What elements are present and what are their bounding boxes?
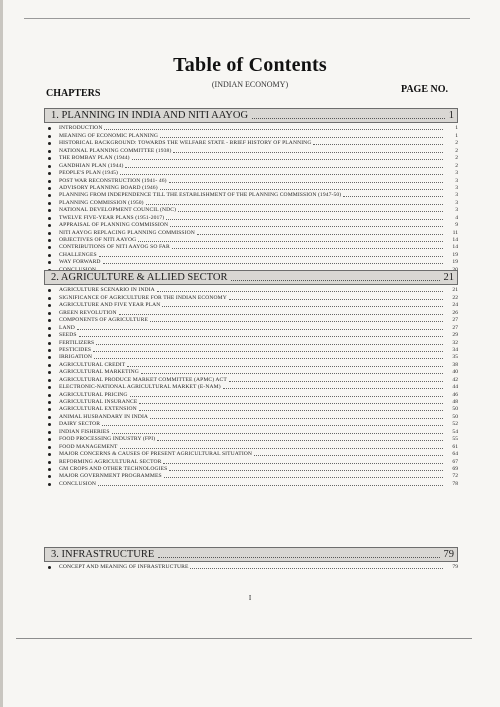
toc-entry-page: 61 [452, 443, 458, 450]
bullet-icon [48, 127, 51, 130]
section-heading[interactable] [44, 547, 458, 562]
bullet-icon [48, 254, 51, 257]
dot-leader [119, 314, 443, 315]
toc-entry[interactable] [44, 317, 458, 324]
toc-entry-label: OBJECTIVES OF NITI AAYOG [59, 237, 137, 243]
dot-leader [132, 159, 443, 160]
toc-entry-label: MEANING OF ECONOMIC PLANNING [59, 132, 158, 139]
toc-entry-page: 72 [452, 473, 458, 480]
bullet-icon [48, 289, 51, 292]
toc-entry[interactable] [44, 140, 458, 147]
toc-entry-label: MAJOR CONCERNS & CAUSES OF PRESENT AGRICULTURAL SITUATION [59, 451, 253, 458]
toc-entry-label: NITI AAYOG REPLACING PLANNING COMMISSION [59, 229, 195, 236]
dot-leader [164, 477, 443, 478]
toc-entry-label: SEEDS [59, 332, 77, 339]
toc-entry-label: PEOPLE'S PLAN (1945) [59, 170, 118, 177]
toc-entry-label: MAJOR GOVERNMENT PROGRAMMES [59, 473, 162, 480]
toc-entry[interactable] [44, 369, 458, 376]
section-title: 1. PLANNING IN INDIA AND NITI AAYOG [51, 110, 249, 121]
dot-leader [77, 329, 443, 330]
toc-entry-page: 4 [455, 214, 458, 221]
toc-entry-page: 19 [452, 251, 458, 258]
toc-entry[interactable] [44, 347, 458, 354]
dot-leader [96, 344, 443, 345]
bullet-icon [48, 239, 51, 242]
bullet-icon [48, 209, 51, 212]
dot-leader [163, 463, 443, 464]
toc-entry[interactable] [44, 361, 458, 368]
toc-entry-page: 55 [452, 436, 458, 443]
toc-entry-label: CONCEPT AND MEANING OF INFRASTRUCTURE [59, 564, 189, 571]
toc-entry-label: AGRICULTURAL MARKETING [59, 369, 139, 376]
toc-entry-page: 35 [452, 354, 458, 361]
toc-entry[interactable] [44, 391, 458, 398]
section-agriculture [44, 270, 458, 488]
bullet-icon [48, 217, 51, 220]
toc-entry-page: 1 [455, 132, 458, 139]
toc-entry-label: HISTORICAL BACKGROUND: TOWARDS THE WELFARE STATE - BRIEF HISTORY OF PLANNING [59, 140, 312, 147]
bullet-icon [48, 246, 51, 249]
dot-leader [190, 568, 443, 569]
toc-entry-label: FOOD MANAGEMENT [59, 443, 118, 450]
toc-entry-label: AGRICULTURAL CREDIT [59, 361, 126, 368]
toc-entry-label: THE BOMBAY PLAN (1944) [59, 155, 130, 162]
toc-entry-page: 11 [452, 229, 458, 236]
toc-entry-page: 9 [455, 222, 458, 229]
toc-entry-page: 22 [452, 294, 458, 301]
toc-entry-label: WAY FORWARD [59, 259, 101, 266]
toc-entry-page: 24 [452, 302, 458, 309]
toc-entry[interactable] [44, 399, 458, 406]
toc-entry-label: PESTICIDES [59, 346, 92, 353]
dot-leader [130, 396, 443, 397]
toc-entry-page: 52 [452, 421, 458, 428]
dot-leader [99, 256, 443, 257]
toc-entry-page: 3 [455, 184, 458, 191]
bullet-icon [48, 135, 51, 138]
toc-list [44, 564, 458, 571]
section-planning [44, 108, 458, 274]
toc-entry-page: 14 [452, 237, 458, 243]
dot-leader [170, 226, 443, 227]
dot-leader [120, 448, 443, 449]
bullet-icon [48, 172, 51, 175]
toc-entry-page: 50 [452, 406, 458, 413]
section-page-number: 79 [443, 549, 454, 560]
toc-entry-page: 44 [452, 384, 458, 391]
toc-entry-label: INTRODUCTION [59, 125, 103, 132]
bullet-icon [48, 150, 51, 153]
toc-entry-label: CONCLUSION [59, 480, 97, 487]
toc-entry[interactable] [44, 428, 458, 435]
bullet-icon [48, 431, 51, 434]
bullet-icon [48, 371, 51, 374]
bullet-icon [48, 297, 51, 300]
toc-entry-label: CHALLENGES [59, 251, 97, 258]
bullet-icon [48, 261, 51, 264]
toc-entry-page: 21 [452, 287, 458, 294]
dot-leader [158, 556, 439, 558]
toc-entry-label: INDIAN FISHERIES [59, 428, 110, 435]
toc-entry-label: DAIRY SECTOR [59, 421, 101, 428]
section-infrastructure [44, 547, 458, 571]
bullet-icon [48, 468, 51, 471]
bullet-icon [48, 461, 51, 464]
dot-leader [150, 321, 443, 322]
toc-entry-page: 67 [452, 458, 458, 465]
bullet-icon [48, 180, 51, 183]
dot-leader [160, 137, 443, 138]
toc-entry[interactable] [44, 287, 458, 294]
dot-leader [94, 358, 443, 359]
dot-leader [120, 174, 443, 175]
toc-entry[interactable] [44, 406, 458, 413]
toc-entry-page: 78 [452, 480, 458, 487]
top-rule [24, 18, 470, 19]
toc-entry-label: AGRICULTURE AND FIVE YEAR PLAN [59, 302, 161, 309]
toc-entry[interactable] [44, 339, 458, 346]
dot-leader [112, 433, 443, 434]
section-title: 2. AGRICULTURE & ALLIED SECTOR [51, 272, 228, 283]
toc-entry-page: 79 [452, 564, 458, 571]
dot-leader [178, 211, 443, 212]
bullet-icon [48, 483, 51, 486]
toc-entry-page: 42 [452, 376, 458, 383]
page-title: Table of Contents [173, 54, 327, 76]
bullet-icon [48, 438, 51, 441]
bullet-icon [48, 379, 51, 382]
toc-entry[interactable] [44, 480, 458, 487]
bullet-icon [48, 224, 51, 227]
bullet-icon [48, 342, 51, 345]
bullet-icon [48, 394, 51, 397]
bullet-icon [48, 319, 51, 322]
dot-leader [197, 234, 443, 235]
toc-entry[interactable] [44, 324, 458, 331]
toc-entry[interactable] [44, 458, 458, 465]
chapters-header: CHAPTERS [46, 88, 101, 99]
dot-leader [93, 351, 443, 352]
toc-entry-page: 2 [455, 162, 458, 169]
dot-leader [79, 336, 443, 337]
toc-entry-page: 3 [455, 199, 458, 206]
toc-entry-page: 3 [455, 177, 458, 184]
dot-leader [172, 248, 443, 249]
toc-entry-label: GREEN REVOLUTION [59, 309, 117, 316]
toc-entry-label: GM CROPS AND OTHER TECHNOLOGIES [59, 465, 168, 472]
page-number: I [248, 594, 252, 602]
toc-entry[interactable] [44, 332, 458, 339]
bullet-icon [48, 312, 51, 315]
toc-entry-label: SIGNIFICANCE OF AGRICULTURE FOR THE INDIAN ECONOMY [59, 294, 227, 301]
toc-list [44, 125, 458, 274]
toc-entry-page: 19 [452, 259, 458, 266]
toc-entry-label: AGRICULTURAL INSURANCE [59, 399, 138, 405]
toc-entry-page: 54 [452, 428, 458, 435]
toc-entry-label: NATIONAL DEVELOPMENT COUNCIL (NDC) [59, 207, 177, 214]
bullet-icon [48, 408, 51, 411]
section-page-number: 21 [443, 272, 454, 283]
toc-list [44, 287, 458, 488]
toc-entry[interactable] [44, 170, 458, 177]
toc-entry-page: 40 [452, 369, 458, 376]
dot-leader [169, 182, 443, 183]
bullet-icon [48, 304, 51, 307]
toc-entry-page: 3 [455, 170, 458, 177]
toc-entry-page: 2 [455, 147, 458, 154]
section-page-number: 1 [448, 110, 454, 121]
dot-leader [146, 204, 443, 205]
toc-entry[interactable] [44, 155, 458, 162]
toc-entry-page: 27 [452, 324, 458, 331]
toc-entry[interactable] [44, 564, 458, 571]
section-heading[interactable] [44, 270, 458, 285]
dot-leader [104, 129, 443, 130]
toc-entry[interactable] [44, 229, 458, 236]
toc-entry[interactable] [44, 207, 458, 214]
toc-entry-page: 3 [455, 192, 458, 199]
toc-entry-label: AGRICULTURE SCENARIO IN INDIA [59, 287, 155, 294]
toc-entry-label: PLANNING COMMISSION (1950) [59, 199, 144, 206]
toc-entry-label: PLANNING FROM INDEPENDENCE TILL THE ESTABLISHMENT OF THE PLANNING COMMISSION (1947-50) [59, 192, 342, 199]
dot-leader [125, 167, 443, 168]
toc-entry[interactable] [44, 185, 458, 192]
toc-entry-label: COMPONENTS OF AGRICULTURE [59, 317, 149, 324]
toc-entry-label: FOOD PROCESSING INDUSTRY (FPI) [59, 436, 156, 443]
toc-entry-label: CONTRIBUTIONS OF NITI AAYOG SO FAR [59, 244, 170, 251]
toc-entry-page: 2 [455, 140, 458, 147]
toc-entry-label: REFORMING AGRICULTURAL SECTOR [59, 458, 162, 465]
bullet-icon [48, 334, 51, 337]
dot-leader [141, 373, 443, 374]
bullet-icon [48, 202, 51, 205]
toc-entry[interactable] [44, 309, 458, 316]
dot-leader [231, 279, 439, 281]
dot-leader [150, 418, 443, 419]
toc-entry-label: ADVISORY PLANNING BOARD (1946) [59, 184, 158, 191]
dot-leader [98, 485, 443, 486]
dot-leader [102, 425, 443, 426]
dot-leader [169, 470, 443, 471]
dot-leader [229, 299, 443, 300]
toc-entry-page: 50 [452, 413, 458, 420]
dot-leader [173, 152, 443, 153]
bullet-icon [48, 453, 51, 456]
bullet-icon [48, 232, 51, 235]
toc-entry[interactable] [44, 473, 458, 480]
toc-entry-label: IRRIGATION [59, 354, 93, 361]
toc-entry[interactable] [44, 192, 458, 199]
dot-leader [157, 440, 443, 441]
bullet-icon [48, 349, 51, 352]
bullet-icon [48, 423, 51, 426]
toc-entry-label: APPRAISAL OF PLANNING COMMISSION [59, 222, 169, 229]
toc-entry-label: LAND [59, 324, 75, 331]
toc-entry-label: ELECTRONIC-NATIONAL AGRICULTURAL MARKET (E-NAM) [59, 384, 221, 391]
bullet-icon [48, 327, 51, 330]
toc-entry-label: AGRICULTURAL PRICING [59, 391, 128, 398]
dot-leader [157, 291, 443, 292]
toc-entry-label: POST WAR RECONSTRUCTION (1941- 46) [59, 177, 167, 184]
bullet-icon [48, 194, 51, 197]
toc-entry[interactable] [44, 177, 458, 184]
dot-leader [162, 306, 443, 307]
dot-leader [138, 241, 443, 242]
toc-entry-page: 1 [455, 125, 458, 132]
dot-leader [103, 263, 443, 264]
bottom-rule [16, 638, 472, 639]
toc-entry[interactable] [44, 259, 458, 266]
toc-entry-page: 32 [452, 339, 458, 346]
section-title: 3. INFRASTRUCTURE [51, 549, 155, 560]
toc-entry-page: 3 [455, 207, 458, 214]
dot-leader [127, 366, 443, 367]
toc-entry-page: 26 [452, 309, 458, 316]
toc-entry[interactable] [44, 451, 458, 458]
page-no-header: PAGE NO. [400, 84, 448, 95]
toc-entry-label: AGRICULTURAL EXTENSION [59, 406, 137, 413]
toc-entry[interactable] [44, 354, 458, 361]
toc-entry-page: 69 [452, 465, 458, 472]
dot-leader [223, 388, 443, 389]
toc-entry[interactable] [44, 244, 458, 251]
toc-entry-label: AGRICULTURAL PRODUCE MARKET COMMITTEE (APMC) ACT [59, 376, 227, 383]
toc-entry-page: 34 [452, 346, 458, 353]
dot-leader [313, 144, 443, 145]
bullet-icon [48, 566, 51, 569]
toc-entry-page: 48 [452, 399, 458, 405]
toc-entry-page: 14 [452, 244, 458, 251]
toc-entry[interactable] [44, 237, 458, 244]
bullet-icon [48, 401, 51, 404]
toc-entry[interactable] [44, 214, 458, 221]
toc-entry-page: 29 [452, 332, 458, 339]
bullet-icon [48, 165, 51, 168]
dot-leader [254, 455, 443, 456]
toc-entry-label: GANDHIAN PLAN (1944) [59, 162, 124, 169]
bullet-icon [48, 142, 51, 145]
section-heading[interactable] [44, 108, 458, 123]
dot-leader [139, 403, 443, 404]
bullet-icon [48, 446, 51, 449]
toc-entry[interactable] [44, 466, 458, 473]
toc-entry[interactable] [44, 302, 458, 309]
toc-entry[interactable] [44, 294, 458, 301]
toc-entry[interactable] [44, 132, 458, 139]
bullet-icon [48, 475, 51, 478]
toc-entry[interactable] [44, 443, 458, 450]
dot-leader [343, 196, 443, 197]
dot-leader [139, 410, 443, 411]
bullet-icon [48, 364, 51, 367]
toc-entry[interactable] [44, 125, 458, 132]
toc-entry[interactable] [44, 421, 458, 428]
dot-leader [229, 381, 443, 382]
toc-entry[interactable] [44, 147, 458, 154]
toc-entry-page: 46 [452, 391, 458, 398]
toc-entry[interactable] [44, 162, 458, 169]
bullet-icon [48, 157, 51, 160]
toc-entry[interactable] [44, 199, 458, 206]
toc-entry[interactable] [44, 436, 458, 443]
bullet-icon [48, 356, 51, 359]
toc-entry-page: 27 [452, 317, 458, 324]
toc-entry[interactable] [44, 222, 458, 229]
toc-entry-label: ANIMAL HUSBANDARY IN INDIA [59, 413, 149, 420]
bullet-icon [48, 386, 51, 389]
page-subtitle: (INDIAN ECONOMY) [211, 80, 289, 89]
toc-entry-page: 64 [452, 451, 458, 458]
bullet-icon [48, 416, 51, 419]
toc-entry[interactable] [44, 251, 458, 258]
dot-leader [166, 219, 443, 220]
toc-entry[interactable] [44, 376, 458, 383]
toc-entry[interactable] [44, 384, 458, 391]
toc-entry-label: TWELVE FIVE-YEAR PLANS (1951-2017) [59, 214, 165, 221]
toc-entry-page: 2 [455, 155, 458, 162]
toc-entry-label: FERTILIZERS [59, 339, 95, 346]
toc-entry-page: 38 [452, 361, 458, 368]
dot-leader [160, 189, 443, 190]
bullet-icon [48, 187, 51, 190]
toc-entry-label: NATIONAL PLANNING COMMITTEE (1938) [59, 147, 172, 154]
toc-entry[interactable] [44, 413, 458, 420]
dot-leader [252, 117, 445, 119]
